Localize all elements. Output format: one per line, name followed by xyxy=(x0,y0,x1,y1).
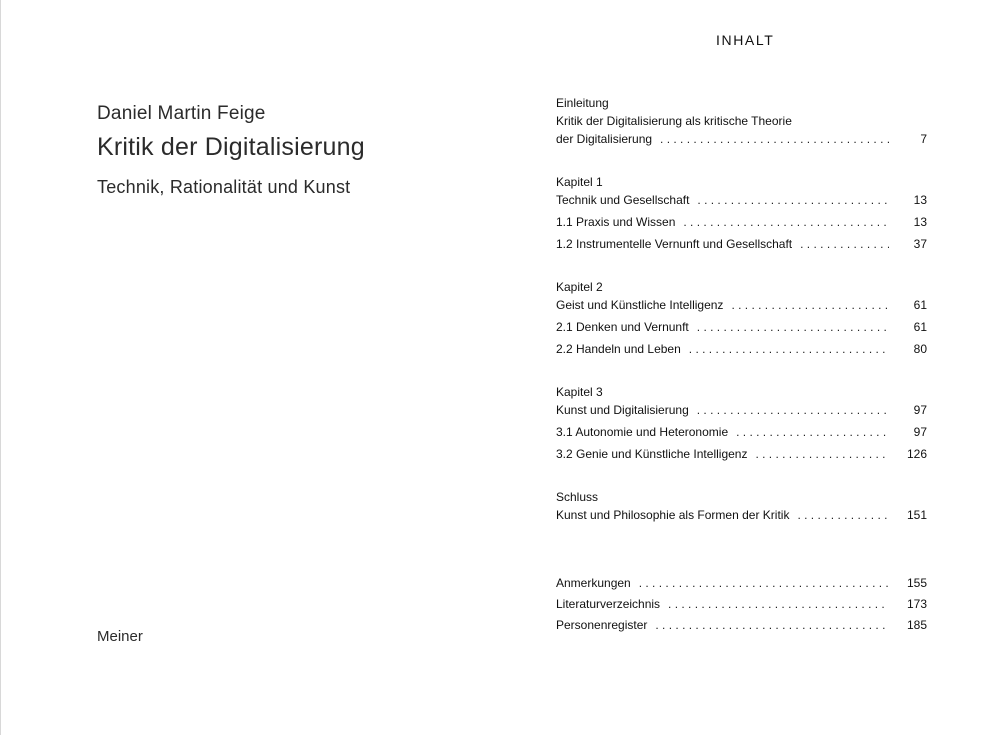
toc-subentry-title: 3.2 Genie und Künstliche Intelligenz xyxy=(556,447,748,461)
toc-page-number: 13 xyxy=(913,193,927,207)
toc-page-number: 80 xyxy=(913,342,927,356)
toc-leader-dots xyxy=(736,423,889,441)
toc-entry xyxy=(556,130,927,148)
toc-subentry xyxy=(556,340,927,358)
toc-page-number: 126 xyxy=(906,447,927,461)
toc-leader-dots xyxy=(697,318,889,336)
toc-heading: INHALT xyxy=(716,32,775,48)
toc-page-number: 185 xyxy=(906,618,927,632)
toc-leader-dots xyxy=(689,340,889,358)
toc-entry xyxy=(556,506,927,524)
toc-entry-title: der Digitalisierung xyxy=(556,132,653,146)
toc-kicker: Kapitel 3 xyxy=(556,385,603,399)
book-subtitle: Technik, Rationalität und Kunst xyxy=(97,177,351,197)
toc-subentry xyxy=(556,445,927,463)
toc-leader-dots xyxy=(683,213,889,231)
toc-conclusion xyxy=(556,488,927,524)
toc-subentry-title: 1.2 Instrumentelle Vernunft und Gesellschaft xyxy=(556,237,793,251)
toc-entry xyxy=(556,401,927,419)
toc-appendix xyxy=(556,574,927,634)
toc-page-number: 13 xyxy=(913,215,927,229)
page-edge xyxy=(0,0,1,735)
toc-entry-title: Anmerkungen xyxy=(556,576,631,590)
toc-page-number: 97 xyxy=(913,425,927,439)
toc-leader-dots xyxy=(639,574,889,592)
toc-subentry xyxy=(556,235,927,253)
toc-subentry-title: 2.2 Handeln und Leben xyxy=(556,342,681,356)
toc-page-number: 7 xyxy=(920,132,927,146)
toc-leader-dots xyxy=(697,401,889,419)
toc-kicker: Einleitung xyxy=(556,96,609,110)
toc-kicker: Schluss xyxy=(556,490,599,504)
toc-leader-dots xyxy=(797,506,889,524)
publisher-name: Meiner xyxy=(97,628,143,645)
book-title: Kritik der Digitalisierung xyxy=(97,133,365,161)
toc-entry-title: Personenregister xyxy=(556,618,648,632)
toc-kicker: Kapitel 2 xyxy=(556,280,603,294)
toc-subentry xyxy=(556,213,927,231)
toc-leader-dots xyxy=(655,616,889,634)
toc-subentry-title: 3.1 Autonomie und Heteronomie xyxy=(556,425,729,439)
toc-subentry xyxy=(556,423,927,441)
author-name: Daniel Martin Feige xyxy=(97,103,266,124)
toc-kicker: Kapitel 1 xyxy=(556,175,603,189)
toc-entry xyxy=(556,616,927,634)
table-of-contents xyxy=(556,94,927,634)
toc-entry-title: Kunst und Digitalisierung xyxy=(556,403,689,417)
toc-entry-title: Kunst und Philosophie als Formen der Kritik xyxy=(556,508,790,522)
toc-entry-title: Technik und Gesellschaft xyxy=(556,193,690,207)
toc-entry xyxy=(556,191,927,209)
toc-leader-dots xyxy=(731,296,889,314)
toc-leader-dots xyxy=(755,445,889,463)
toc-page-number: 151 xyxy=(906,508,927,522)
toc-leader-dots xyxy=(697,191,889,209)
toc-subentry xyxy=(556,318,927,336)
toc-leader-dots xyxy=(668,595,889,613)
toc-leader-dots xyxy=(800,235,889,253)
toc-subentry-title: 2.1 Denken und Vernunft xyxy=(556,320,689,334)
toc-page-number: 61 xyxy=(913,320,927,334)
toc-page-number: 173 xyxy=(906,597,927,611)
toc-chapter-1 xyxy=(556,173,927,253)
toc-chapter-3 xyxy=(556,383,927,463)
toc-leader-dots xyxy=(660,130,889,148)
toc-entry-title: Kritik der Digitalisierung als kritische Theorie xyxy=(556,114,792,128)
toc-entry xyxy=(556,296,927,314)
toc-entry xyxy=(556,595,927,613)
toc-page-number: 97 xyxy=(913,403,927,417)
toc-subentry-title: 1.1 Praxis und Wissen xyxy=(556,215,676,229)
toc-page-number: 61 xyxy=(913,298,927,312)
toc-page-number: 155 xyxy=(906,576,927,590)
toc-entry-title: Geist und Künstliche Intelligenz xyxy=(556,298,724,312)
toc-intro xyxy=(556,94,927,148)
toc-entry xyxy=(556,574,927,592)
toc-page-number: 37 xyxy=(913,237,927,251)
toc-chapter-2 xyxy=(556,278,927,358)
toc-entry-title: Literaturverzeichnis xyxy=(556,597,661,611)
